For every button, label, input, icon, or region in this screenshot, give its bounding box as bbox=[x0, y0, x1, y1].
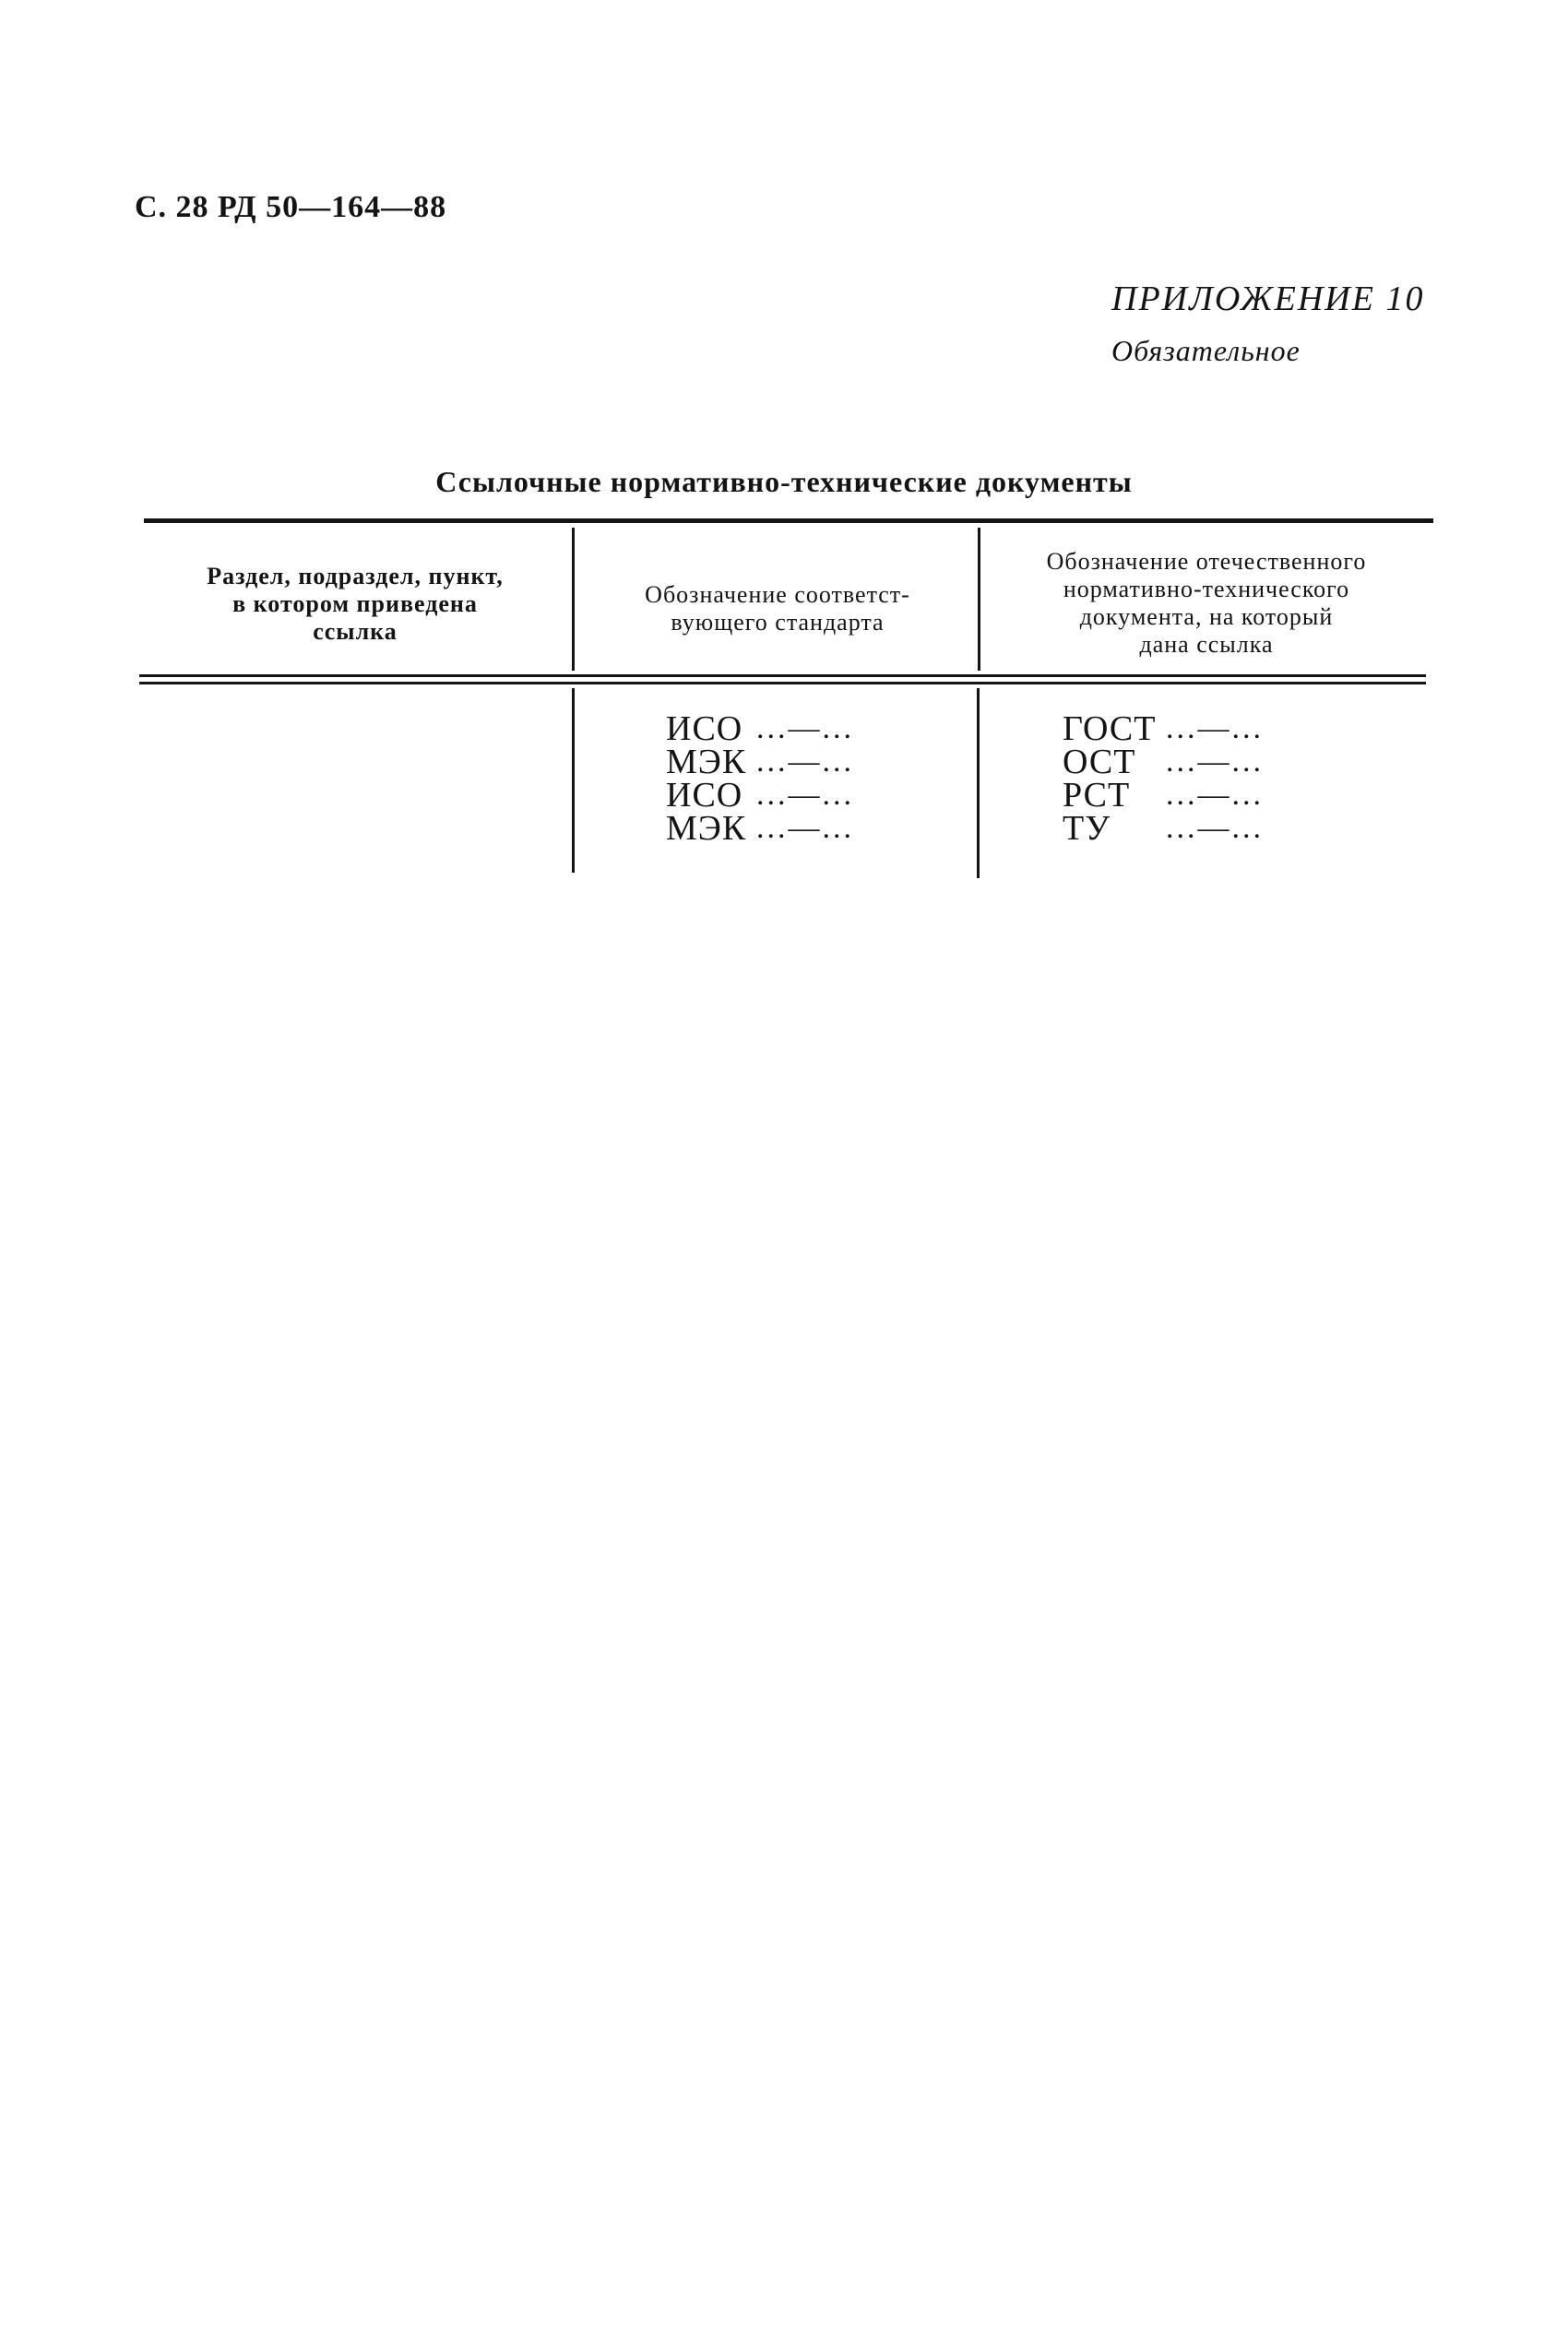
number-mask: ...—... bbox=[756, 811, 854, 845]
number-mask: ...—... bbox=[1166, 711, 1264, 745]
column-divider-2-header bbox=[978, 528, 980, 671]
table-row bbox=[1063, 776, 1264, 815]
header-line: нормативно-технического bbox=[1063, 576, 1350, 602]
table-row bbox=[1063, 745, 1264, 779]
column-divider-2-body bbox=[977, 688, 980, 878]
header-section-reference bbox=[148, 563, 563, 646]
column-divider-1-body bbox=[572, 688, 575, 873]
header-line: Обозначение соответст- bbox=[645, 581, 910, 608]
header-line: вующего стандарта bbox=[671, 609, 885, 636]
document-code: ГОСТ bbox=[1063, 709, 1157, 748]
table-header-rule-upper bbox=[139, 674, 1426, 677]
appendix-status: Обязательное bbox=[1111, 334, 1301, 367]
table-row bbox=[666, 709, 854, 748]
table-row bbox=[666, 776, 854, 815]
header-line: ссылка bbox=[313, 618, 398, 645]
number-mask: ...—... bbox=[756, 778, 854, 812]
column-2-entries bbox=[666, 709, 854, 848]
table-row bbox=[666, 809, 854, 848]
page-header: С. 28 РД 50—164—88 bbox=[135, 190, 447, 224]
document-code: ТУ bbox=[1063, 809, 1111, 848]
table-row bbox=[1063, 709, 1264, 748]
header-line: Обозначение отечественного bbox=[1046, 548, 1367, 575]
number-mask: ...—... bbox=[756, 744, 854, 779]
table-row bbox=[666, 745, 854, 779]
header-standard-designation bbox=[579, 581, 976, 637]
standard-code: МЭК bbox=[666, 809, 747, 848]
table-top-rule bbox=[144, 518, 1433, 523]
standard-code: ИСО bbox=[666, 709, 743, 748]
standard-code: ИСО bbox=[666, 776, 743, 815]
number-mask: ...—... bbox=[1166, 778, 1264, 812]
document-code: РСТ bbox=[1063, 776, 1131, 815]
header-line: в котором приведена bbox=[232, 590, 478, 617]
header-line: Раздел, подраздел, пункт, bbox=[207, 563, 504, 589]
column-divider-1-header bbox=[572, 528, 575, 671]
table-title: Ссылочные нормативно-технические документы bbox=[435, 465, 1133, 498]
standard-code: МЭК bbox=[666, 743, 747, 781]
appendix-label: ПРИЛОЖЕНИЕ 10 bbox=[1111, 280, 1425, 318]
document-code: ОСТ bbox=[1063, 743, 1136, 781]
header-domestic-document bbox=[983, 548, 1430, 659]
table-header-rule-lower bbox=[139, 682, 1426, 684]
number-mask: ...—... bbox=[1166, 744, 1264, 779]
header-line: документа, на который bbox=[1079, 603, 1334, 630]
column-3-entries bbox=[1063, 709, 1264, 848]
table-row bbox=[1063, 809, 1264, 848]
number-mask: ...—... bbox=[1166, 811, 1264, 845]
header-line: дана ссылка bbox=[1139, 631, 1274, 658]
number-mask: ...—... bbox=[756, 711, 854, 745]
